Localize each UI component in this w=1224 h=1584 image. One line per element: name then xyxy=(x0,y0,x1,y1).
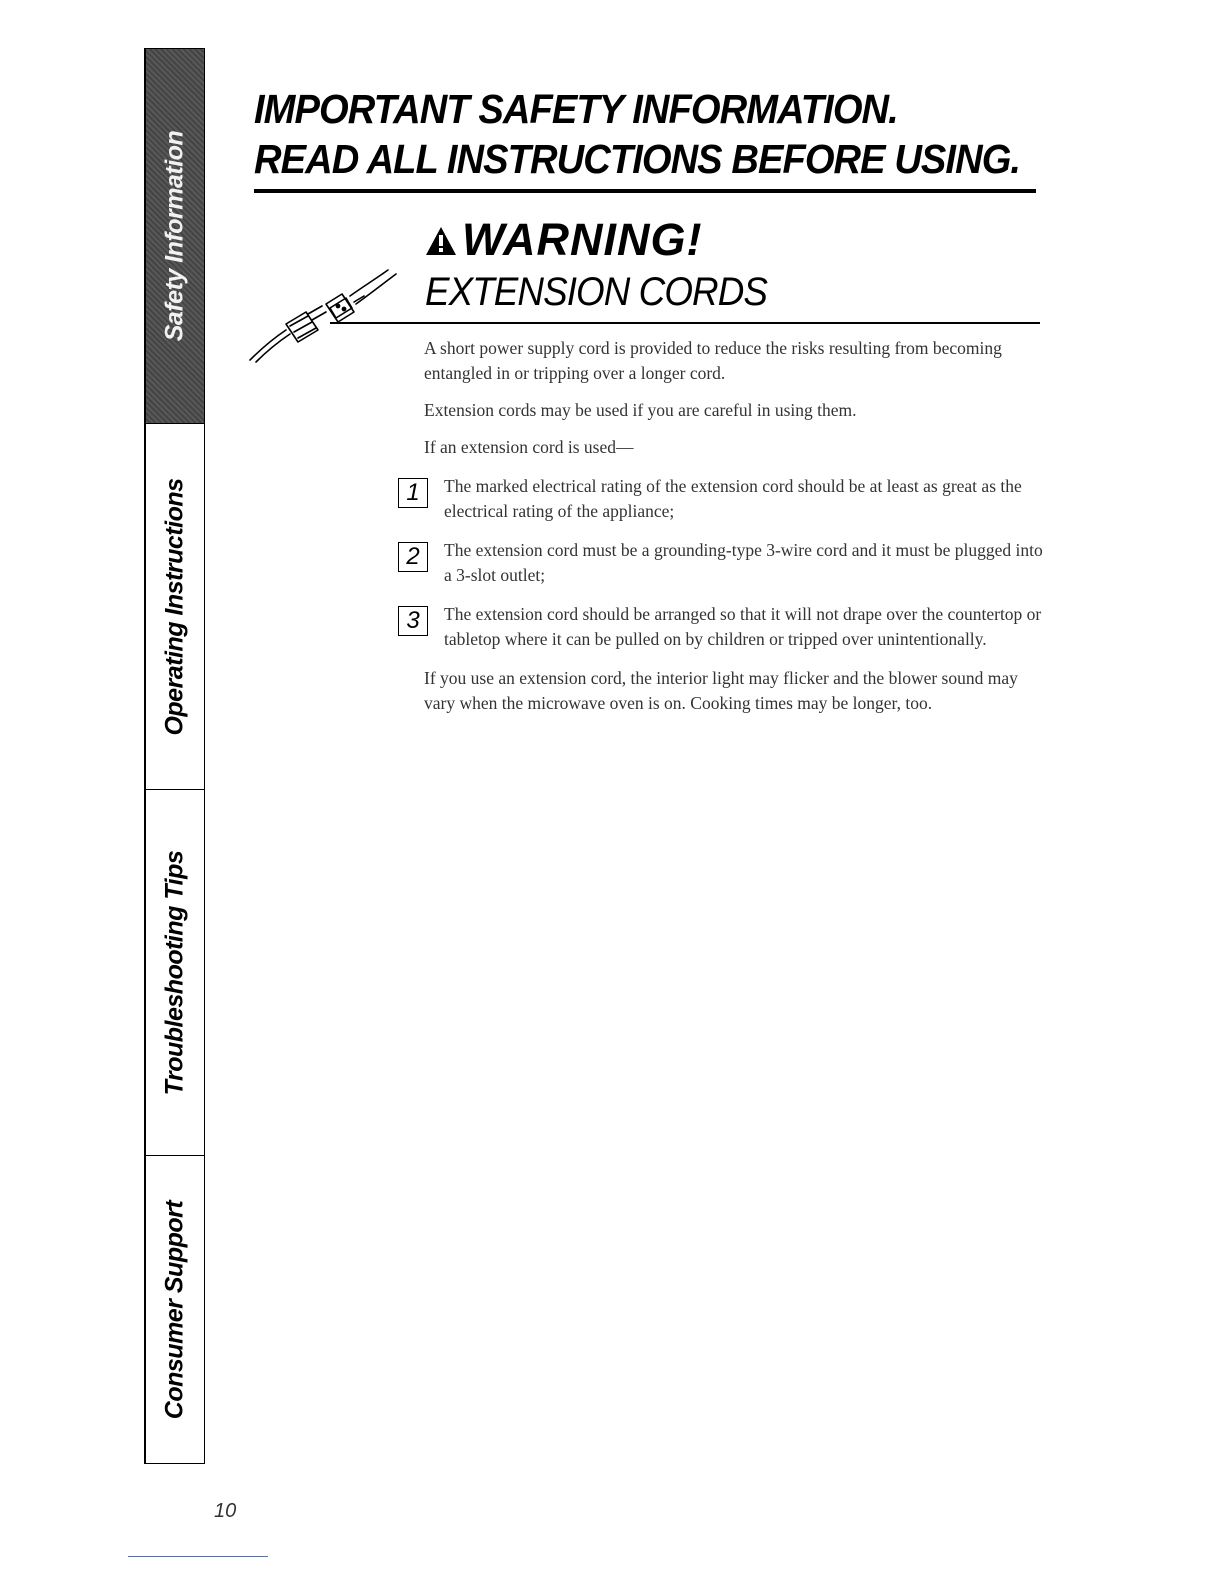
list-item xyxy=(406,474,1044,524)
section-tab-bar xyxy=(144,48,205,1464)
item-number-box: 1 xyxy=(398,478,428,508)
tab-consumer-support[interactable] xyxy=(146,1156,204,1463)
subtitle-divider xyxy=(330,322,1040,324)
warning-title: WARNING! xyxy=(462,214,703,265)
list-item-text: The extension cord should be arranged so that it will not drape over the countertop or tabletop where it can be pulled on by children or tripped over unintentionally. xyxy=(444,604,1042,649)
paragraph-if-used: If an extension cord is used— xyxy=(424,437,634,457)
warning-heading xyxy=(424,214,702,268)
page-header xyxy=(254,84,1034,184)
header-line-2: READ ALL INSTRUCTIONS BEFORE USING. xyxy=(254,136,1021,182)
paragraph-intro: A short power supply cord is provided to reduce the risks resulting from becoming entangled in or tripping over a longer cord. xyxy=(424,338,1002,383)
section-subtitle: EXTENSION CORDS xyxy=(425,270,767,314)
header-divider xyxy=(254,189,1036,193)
warning-triangle-icon xyxy=(424,216,458,268)
tab-label: Troubleshooting Tips xyxy=(160,850,189,1095)
tab-label: Consumer Support xyxy=(160,1200,189,1419)
list-item-text: The marked electrical rating of the extension cord should be at least as great as the electrical rating of the appliance; xyxy=(444,476,1022,521)
paragraph-extension-cords: Extension cords may be used if you are careful in using them. xyxy=(424,400,857,420)
footer-rule xyxy=(128,1556,268,1557)
tab-safety-information[interactable] xyxy=(146,49,204,424)
tab-label: Safety Information xyxy=(160,130,189,342)
extension-cord-plug-icon xyxy=(246,256,426,366)
list-item xyxy=(406,602,1044,652)
tab-label: Operating Instructions xyxy=(160,477,189,736)
item-number-box: 2 xyxy=(398,542,428,572)
body-content xyxy=(406,336,1044,728)
list-item-text: The extension cord must be a grounding-type 3-wire cord and it must be plugged into a 3-slot outlet; xyxy=(444,540,1043,585)
tab-troubleshooting-tips[interactable] xyxy=(146,790,204,1156)
paragraph-note: If you use an extension cord, the interior light may flicker and the blower sound may vary when the microwave oven is on. Cooking times may be longer, too. xyxy=(424,668,1018,713)
header-line-1: IMPORTANT SAFETY INFORMATION. xyxy=(254,86,898,132)
tab-operating-instructions[interactable] xyxy=(146,424,204,790)
list-item xyxy=(406,538,1044,588)
page-number: 10 xyxy=(214,1500,237,1522)
item-number-box: 3 xyxy=(398,606,428,636)
